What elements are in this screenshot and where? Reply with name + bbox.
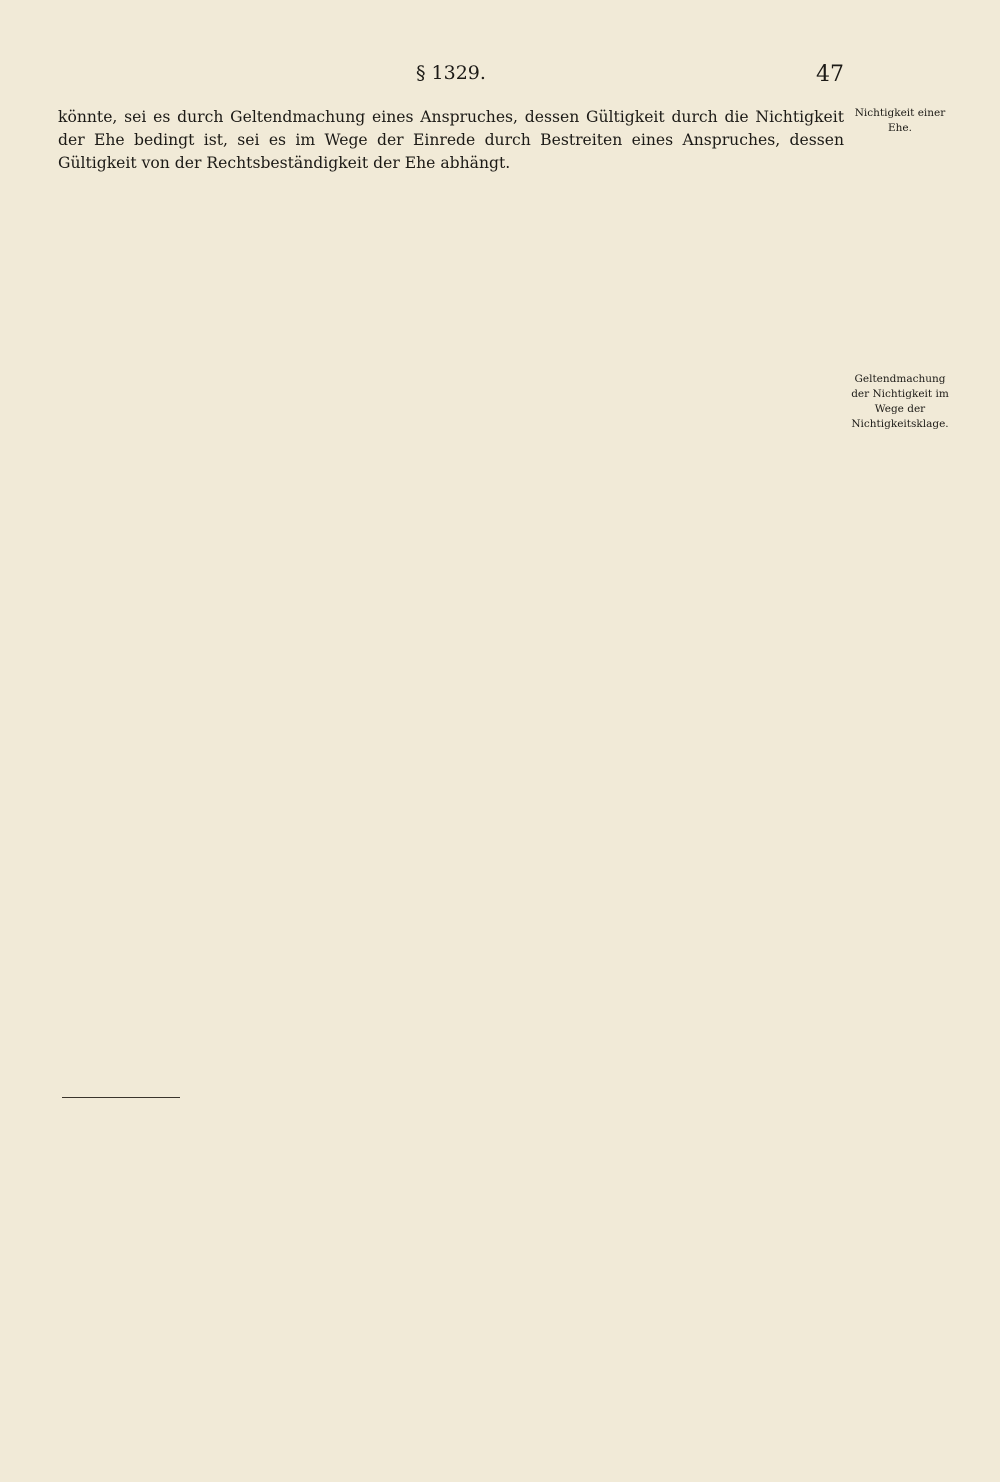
margin-note-geltendmachung: Geltendmachung der Nichtigkeit im Wege der Nichtigkeitsklage. <box>851 373 949 430</box>
margin-note-nichtigkeit: Nichtigkeit einer Ehe. <box>854 107 946 134</box>
main-text <box>58 106 844 176</box>
footnote-rule <box>62 1097 180 1098</box>
body-paragraph: könnte, sei es durch Geltendmachung eines Anspruches, dessen Gültigkeit durch die Nichtigkeit der Ehe bedingt ist, sei es im Wege der Einrede durch Bestreiten eines Anspruches, dessen Gültigkeit von der Rechtsbeständigkeit der Ehe abhängt. <box>58 108 844 173</box>
page-header <box>58 62 844 92</box>
section-number: § 1329. <box>416 62 486 84</box>
page-number: 47 <box>816 62 844 87</box>
